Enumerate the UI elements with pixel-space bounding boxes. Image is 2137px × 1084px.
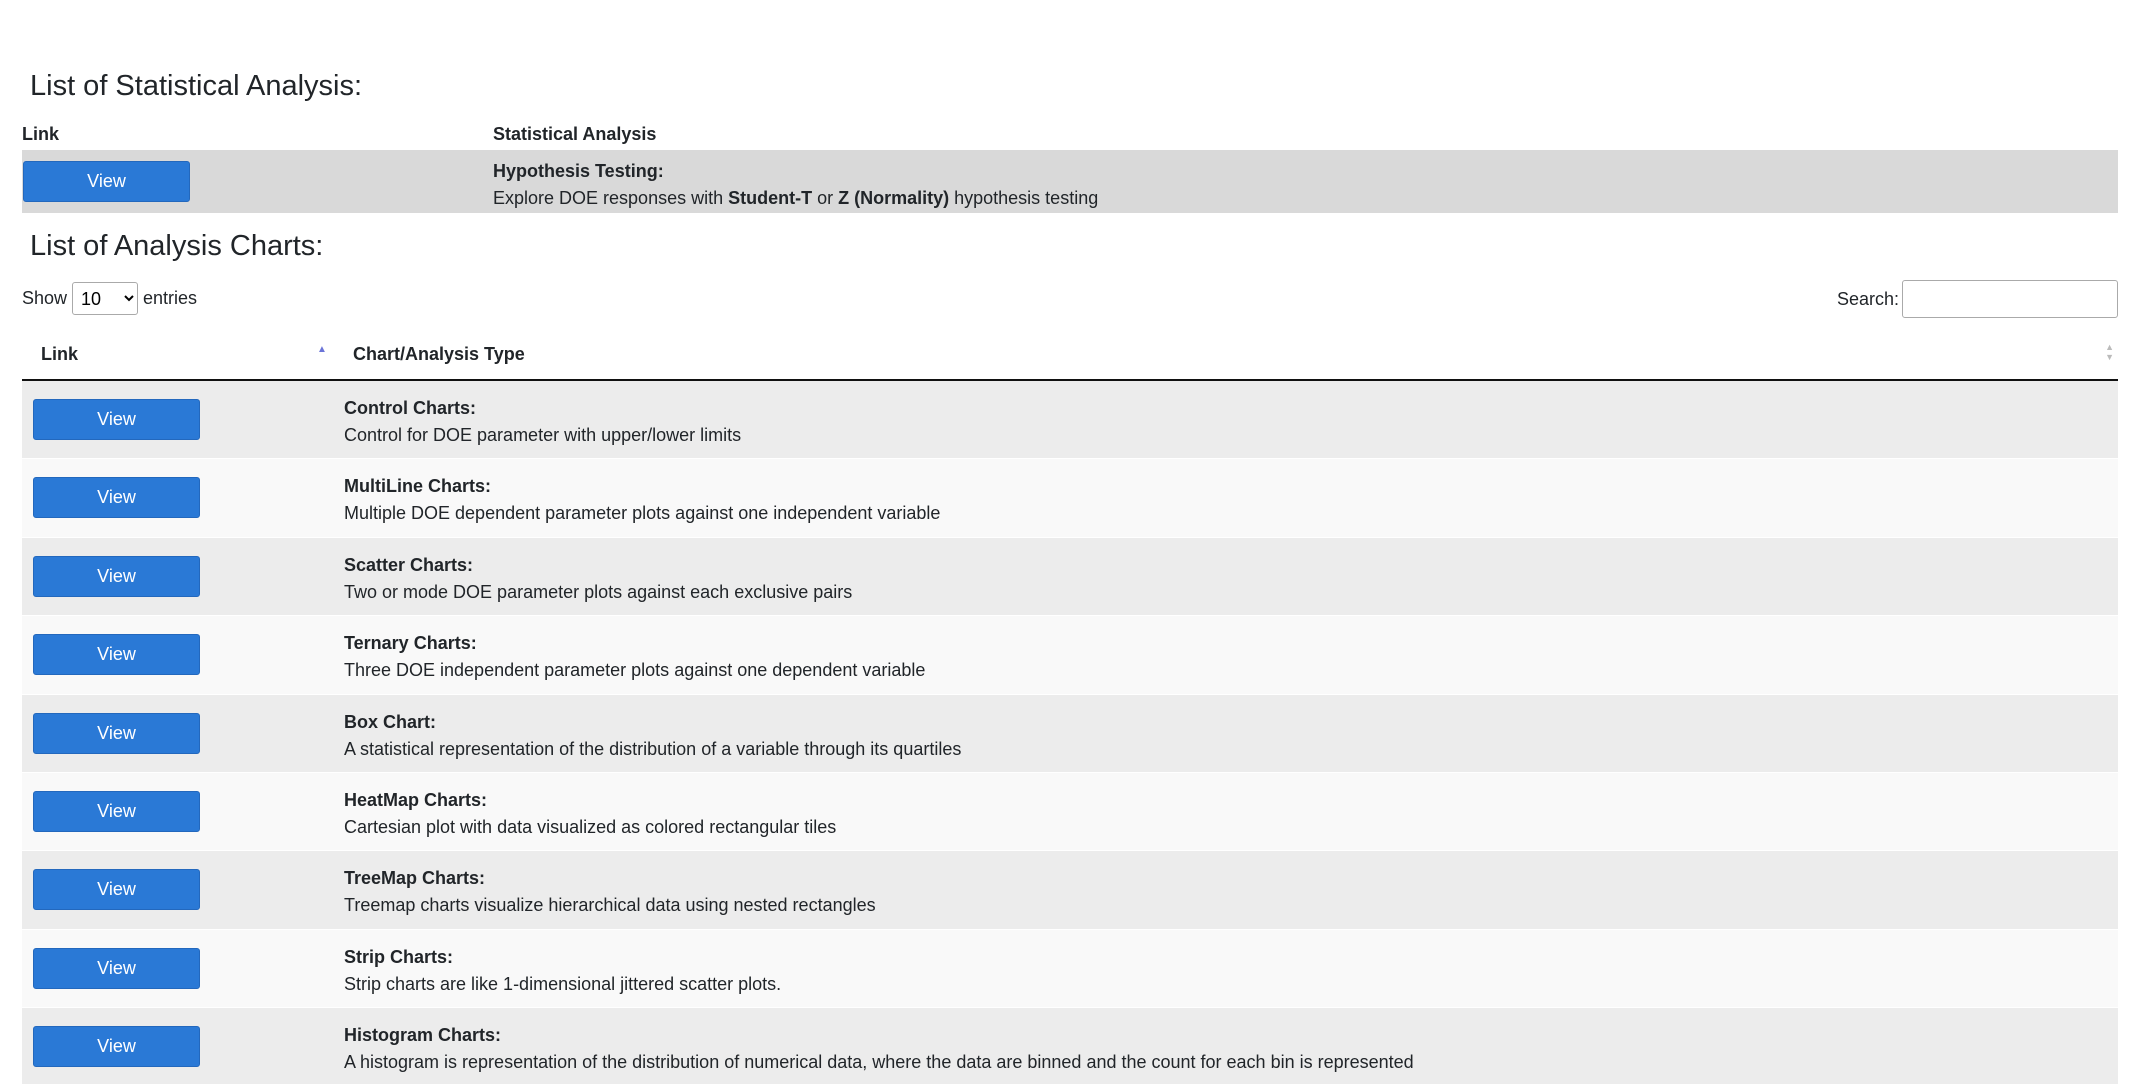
view-button[interactable]: View	[33, 791, 200, 832]
table-row	[22, 381, 2118, 459]
stat-col-analysis: Statistical Analysis	[493, 124, 657, 144]
chart-title: MultiLine Charts:	[344, 476, 491, 497]
table-row	[22, 695, 2118, 773]
show-label: Show	[22, 288, 68, 308]
table-row	[22, 851, 2118, 929]
table-row	[22, 930, 2118, 1008]
chart-description	[344, 630, 925, 684]
chart-description	[344, 865, 876, 919]
chart-title: Strip Charts:	[344, 946, 454, 967]
chart-desc-text: A histogram is representation of the distribution of numerical data, where the data are binned and the count for each bin is represented	[344, 1052, 1414, 1073]
hypothesis-view-button[interactable]: View	[23, 161, 190, 202]
entries-select[interactable]	[72, 282, 138, 315]
hypothesis-desc-mid: or	[812, 188, 839, 208]
table-row	[22, 538, 2118, 616]
hypothesis-desc-z-normality: Z (Normality)	[838, 188, 950, 208]
chart-title: Histogram Charts:	[344, 1025, 502, 1046]
charts-section-title: List of Analysis Charts:	[30, 230, 324, 262]
stat-section-title: List of Statistical Analysis:	[30, 70, 363, 102]
chart-title: Ternary Charts:	[344, 633, 477, 654]
stat-col-link: Link	[22, 124, 60, 144]
hypothesis-desc-post: hypothesis testing	[949, 188, 1099, 208]
view-button[interactable]: View	[33, 1026, 200, 1067]
chart-description	[344, 1022, 1414, 1076]
chart-desc-text: Two or mode DOE parameter plots against each exclusive pairs	[344, 581, 853, 602]
view-button[interactable]: View	[33, 634, 200, 675]
charts-table-header	[22, 340, 2118, 381]
search-control	[1837, 280, 2118, 318]
view-button[interactable]: View	[33, 477, 200, 518]
table-row	[22, 773, 2118, 851]
chart-desc-text: Treemap charts visualize hierarchical data using nested rectangles	[344, 895, 876, 916]
search-label: Search:	[1836, 288, 1899, 309]
view-button[interactable]: View	[33, 713, 200, 754]
chart-title: Control Charts:	[344, 398, 476, 418]
charts-table-body	[22, 381, 2118, 1084]
chart-desc-text: Strip charts are like 1-dimensional jittered scatter plots.	[344, 973, 782, 994]
hypothesis-title: Hypothesis Testing:	[493, 161, 664, 181]
chart-description	[344, 944, 781, 998]
table-row	[22, 616, 2118, 694]
chart-desc-text: Control for DOE parameter with upper/lower limits	[344, 425, 742, 445]
view-button[interactable]: View	[33, 869, 200, 910]
view-button[interactable]: View	[33, 556, 200, 597]
stat-table-row	[22, 150, 2118, 213]
search-input[interactable]	[1902, 280, 2118, 318]
charts-col-link[interactable]: Link	[41, 344, 79, 364]
chart-title: Scatter Charts:	[344, 554, 474, 575]
chart-desc-text: Three DOE independent parameter plots against one dependent variable	[344, 660, 926, 681]
chart-title: TreeMap Charts:	[344, 868, 486, 889]
stat-table-header	[22, 124, 2118, 150]
sort-both-icon[interactable]: ▲ ▼	[2105, 342, 2114, 362]
chart-description	[344, 787, 836, 841]
chart-description	[344, 395, 741, 449]
chart-desc-text: Cartesian plot with data visualized as colored rectangular tiles	[344, 816, 837, 837]
chart-description	[344, 473, 940, 527]
charts-col-type[interactable]: Chart/Analysis Type	[353, 344, 525, 364]
entries-label: entries	[143, 288, 198, 308]
table-row	[22, 459, 2118, 537]
hypothesis-desc-student-t: Student-T	[728, 188, 813, 208]
chart-desc-text: A statistical representation of the distribution of a variable through its quartiles	[344, 738, 962, 759]
sort-ascending-icon[interactable]: ▲	[317, 344, 327, 355]
table-row	[22, 1008, 2118, 1084]
chart-description	[344, 552, 852, 606]
chart-description	[344, 709, 961, 763]
chart-title: HeatMap Charts:	[344, 789, 488, 810]
view-button[interactable]: View	[33, 948, 200, 989]
chart-title: Box Chart:	[344, 711, 437, 732]
hypothesis-desc-pre: Explore DOE responses with	[493, 188, 729, 208]
chart-desc-text: Multiple DOE dependent parameter plots against one independent variable	[344, 503, 941, 524]
entries-length-control	[22, 282, 197, 315]
view-button[interactable]: View	[33, 399, 200, 440]
hypothesis-description	[493, 158, 1098, 212]
